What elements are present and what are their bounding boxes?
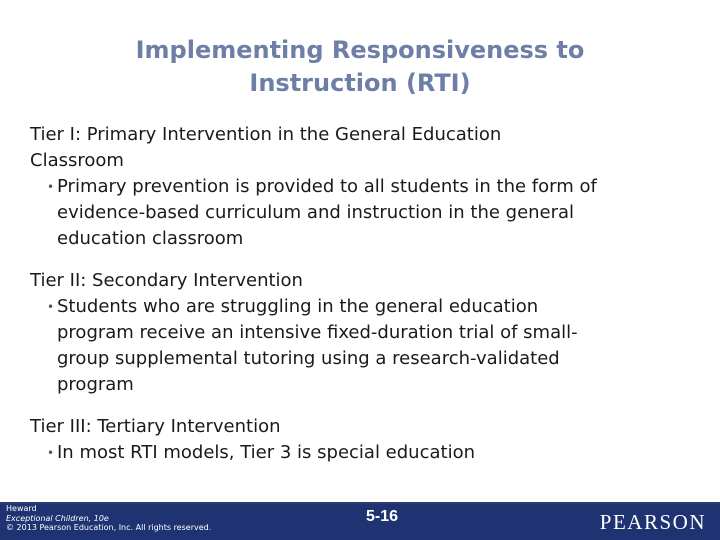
slide-body bbox=[30, 122, 690, 482]
tier-3-bullet-line-1: In most RTI models, Tier 3 is special education bbox=[57, 442, 475, 463]
footer-book-title: Exceptional Children, 10e bbox=[6, 513, 109, 523]
bullet-dot-icon: • bbox=[47, 180, 55, 194]
slide-title-line-1: Implementing Responsiveness to bbox=[135, 36, 585, 64]
tier-2-section bbox=[30, 268, 690, 398]
footer-credits bbox=[6, 504, 211, 533]
tier-1-heading-line-1: Tier I: Primary Intervention in the General Education bbox=[30, 124, 502, 145]
pearson-logo: PEARSON bbox=[599, 510, 706, 534]
footer-copyright: © 2013 Pearson Education, Inc. All rights reserved. bbox=[6, 523, 212, 532]
tier-2-bullet-line-1: Students who are struggling in the general education bbox=[57, 296, 539, 317]
tier-3-heading: Tier III: Tertiary Intervention bbox=[30, 416, 281, 437]
slide-footer bbox=[0, 476, 720, 540]
page-number: 5-16 bbox=[366, 508, 399, 525]
footer-author: Heward bbox=[6, 504, 37, 513]
tier-1-bullet bbox=[30, 174, 690, 252]
bullet-dot-icon: • bbox=[47, 300, 55, 314]
bullet-dot-icon: • bbox=[47, 446, 55, 460]
tier-1-bullet-line-2: evidence-based curriculum and instruction in the general bbox=[57, 202, 575, 223]
slide-title-line-2: Instruction (RTI) bbox=[249, 69, 471, 97]
tier-2-bullet bbox=[30, 294, 690, 398]
tier-1-bullet-line-3: education classroom bbox=[57, 228, 244, 249]
tier-1-section bbox=[30, 122, 690, 252]
tier-2-heading: Tier II: Secondary Intervention bbox=[30, 270, 303, 291]
tier-2-bullet-line-3: group supplemental tutoring using a research-validated bbox=[57, 348, 560, 369]
tier-3-section bbox=[30, 414, 690, 466]
tier-2-bullet-line-2: program receive an intensive fixed-duration trial of small- bbox=[57, 322, 578, 343]
tier-1-heading bbox=[30, 122, 690, 174]
tier-1-heading-line-2: Classroom bbox=[30, 150, 124, 171]
tier-2-bullet-line-4: program bbox=[57, 374, 134, 395]
tier-3-bullet bbox=[30, 440, 690, 466]
slide-title bbox=[40, 34, 680, 100]
tier-1-bullet-line-1: Primary prevention is provided to all students in the form of bbox=[57, 176, 597, 197]
